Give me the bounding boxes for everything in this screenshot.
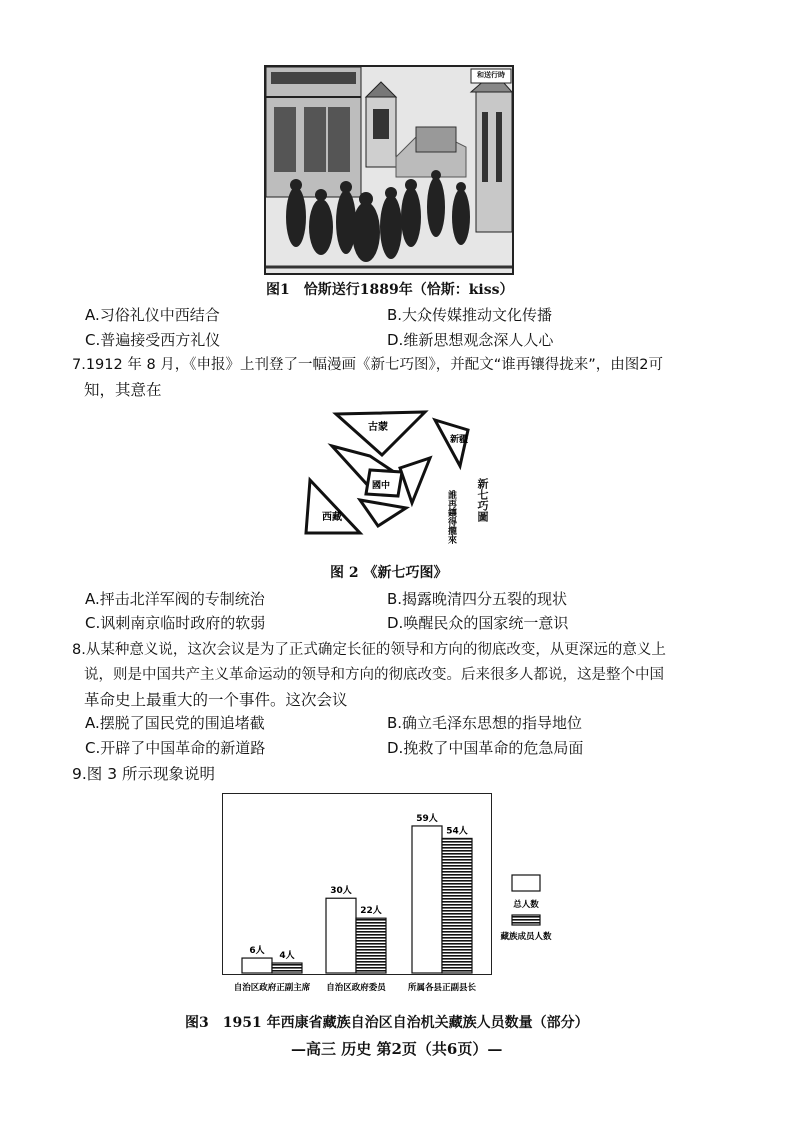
q9-stem: 9.图 3 所示现象说明: [72, 765, 216, 783]
tangram-label-2: 西藏: [322, 512, 342, 523]
tangram-piece-1: [336, 412, 425, 455]
tangram-piece-6: [306, 480, 360, 533]
legend-label-1: 藏族成员人数: [500, 932, 552, 942]
bar-tibetan-2: [442, 838, 472, 973]
q6-option-d[interactable]: D.维新思想观念深人人心: [387, 331, 554, 349]
q7-option-a[interactable]: A.抨击北洋军阀的专制统治: [85, 590, 265, 608]
page-footer: —高三 历史 第2页（共6页）—: [291, 1040, 503, 1058]
category-label-0: 自治区政府正副主席: [233, 983, 311, 993]
bar-value-label-1-2: 54人: [446, 826, 468, 837]
bar-tibetan-0: [272, 963, 302, 973]
bar-value-label-0-2: 59人: [416, 813, 438, 824]
q7-option-c[interactable]: C.讽刺南京临时政府的软弱: [85, 614, 266, 632]
tangram-piece-5: [400, 458, 430, 503]
bar-total-0: [242, 958, 272, 973]
legend-label-0: 总人数: [513, 900, 539, 910]
q7-option-d[interactable]: D.唤醒民众的国家统一意识: [387, 614, 569, 632]
category-label-2: 所属各县正副县长: [407, 983, 477, 993]
bar-value-label-0-0: 6人: [249, 946, 265, 957]
q7-stem-line2: 知，其意在: [84, 381, 162, 399]
q8-stem-line2: 说，则是中国共产主义革命运动的领导和方向的彻底改变。后来很多人都说，这是整个中国: [84, 667, 664, 683]
street-scene-engraving: [266, 67, 512, 273]
bar-value-label-1-0: 4人: [279, 951, 295, 962]
q8-stem-line1: 8.从某种意义说，这次会议是为了正式确定长征的领导和方向的彻底改变，从更深远的意义上: [72, 642, 666, 658]
tangram-label-3: 新疆: [450, 435, 469, 445]
q7-stem-line1: 7.1912 年 8 月，《申报》上刊登了一幅漫画《新七巧图》，并配文“谁再镶得拢来”，由图2可: [72, 357, 664, 373]
signboard-text: 和送行時: [477, 70, 505, 79]
figure1-caption: 图1 恰斯送行1889年（恰斯：kiss）: [266, 282, 514, 298]
tangram-side-subtitle: 誰再鑲得攏來: [446, 490, 456, 544]
q7-option-b[interactable]: B.揭露晚清四分五裂的现状: [387, 590, 568, 608]
bar-value-label-1-1: 22人: [360, 906, 382, 917]
legend-swatch-1: [512, 915, 540, 925]
legend-swatch-0: [512, 875, 540, 891]
q6-option-b[interactable]: B.大众传媒推动文化传播: [387, 306, 553, 324]
figure3-caption: 图3 1951 年西康省藏族自治区自治机关藏族人员数量（部分）: [185, 1015, 589, 1031]
tangram-side-title: 新七巧圖: [476, 478, 489, 522]
q6-option-a[interactable]: A.习俗礼仪中西结合: [85, 306, 220, 324]
q8-option-c[interactable]: C.开辟了中国革命的新道路: [85, 739, 266, 757]
tangram-label-4: 國中: [372, 481, 391, 491]
category-label-1: 自治区政府委员: [326, 983, 386, 993]
tangram-piece-7: [360, 500, 406, 526]
figure1-illustration: [264, 65, 514, 275]
tangram-label-1: 古蒙: [368, 422, 388, 433]
q8-option-b[interactable]: B.确立毛泽东思想的指导地位: [387, 714, 583, 732]
q8-stem-line3: 革命史上最重大的一个事件。这次会议: [84, 691, 348, 709]
q8-option-a[interactable]: A.摆脱了国民党的围追堵截: [85, 714, 265, 732]
q6-option-c[interactable]: C.普遍接受西方礼仪: [85, 331, 221, 349]
figure2-tangram: [300, 408, 500, 543]
bar-value-label-0-1: 30人: [330, 886, 352, 897]
bar-total-1: [326, 898, 356, 973]
bar-total-2: [412, 826, 442, 973]
q8-option-d[interactable]: D.挽救了中国革命的危急局面: [387, 739, 584, 757]
bar-tibetan-1: [356, 918, 386, 973]
figure2-caption: 图 2 《新七巧图》: [330, 565, 448, 581]
figure3-bar-chart: [222, 793, 574, 1005]
